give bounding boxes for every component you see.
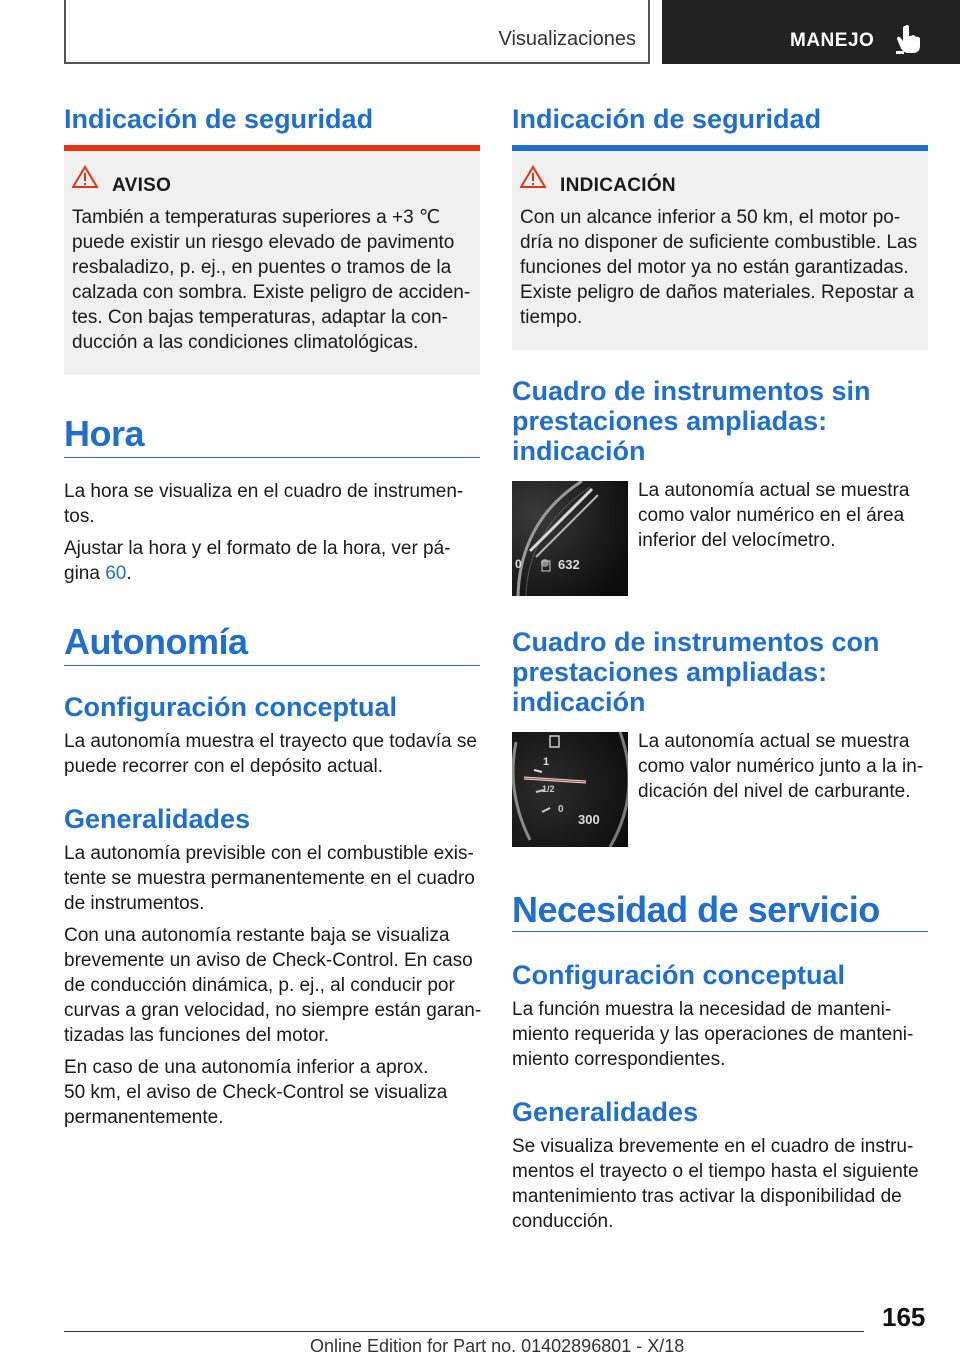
- hand-pointer-icon: [896, 24, 922, 54]
- text-line: 50 km, el aviso de Check-Control se visualiza: [64, 1082, 448, 1103]
- text-line: La autonomía actual se muestra: [638, 731, 910, 752]
- text-line: de conducción dinámica, p. ej., al conducir por: [64, 975, 455, 996]
- text-line: La autonomía muestra el trayecto que todavía se: [64, 731, 477, 752]
- footer-rule: [64, 1331, 864, 1332]
- warning-line: ducción a las condiciones climatológicas.: [72, 332, 419, 353]
- text-line: como valor numérico en el área: [638, 505, 905, 526]
- heading-line: Cuadro de instrumentos sin: [512, 376, 871, 406]
- hora-paragraph-1: [64, 479, 480, 529]
- notice-line: dría no disponer de suficiente combustible. Las: [520, 232, 918, 253]
- text-line: curvas a gran velocidad, no siempre están garan-: [64, 1000, 482, 1021]
- text-line: mantenimiento tras activar la disponibilidad de: [512, 1186, 902, 1207]
- range-readout: 300: [578, 812, 600, 827]
- text-line: permanentemente.: [64, 1107, 224, 1128]
- text-line: En caso de una autonomía inferior a aprox.: [64, 1057, 429, 1078]
- autonomia-general-p2: [64, 923, 484, 1048]
- warning-label: AVISO: [112, 175, 172, 196]
- gauge-empty-mark: 0: [558, 804, 564, 815]
- text-line: tizadas las funciones del motor.: [64, 1025, 330, 1046]
- warning-line: resbaladizo, p. ej., en puentes o tramos de la: [72, 257, 452, 278]
- fuel-gauge-graphic: [512, 732, 628, 847]
- text-line: Con una autonomía restante baja se visualiza: [64, 925, 450, 946]
- notice-line: Con un alcance inferior a 50 km, el motor po-: [520, 207, 901, 228]
- autonomia-general-p3: [64, 1055, 484, 1130]
- basic-cluster-heading: [512, 376, 871, 466]
- gauge-full-mark: 1: [543, 756, 550, 768]
- warning-line: puede existir un riesgo elevado de pavimento: [72, 232, 455, 253]
- heading-line: indicación: [512, 687, 646, 717]
- warning-text: [72, 205, 470, 355]
- text-line: dicación del nivel de carburante.: [638, 781, 911, 802]
- range-readout: 632: [558, 557, 580, 572]
- servicio-general-heading: Generalidades: [512, 1097, 699, 1127]
- text-line: Se visualiza brevemente en el cuadro de instru-: [512, 1136, 914, 1157]
- safety-heading-left: Indicación de seguridad: [64, 104, 374, 134]
- warning-line: calzada con sombra. Existe peligro de acciden-: [72, 282, 471, 303]
- hora-heading: Hora: [64, 413, 145, 454]
- header-section-box: [64, 0, 650, 64]
- notice-line: funciones del motor ya no están garantizadas.: [520, 257, 909, 278]
- heading-line: prestaciones ampliadas:: [512, 657, 828, 687]
- text-line: miento requerida y las operaciones de manteni-: [512, 1024, 914, 1045]
- notice-text: [520, 205, 917, 330]
- safety-heading-right: Indicación de seguridad: [512, 104, 822, 134]
- warning-line: También a temperaturas superiores a +3 ℃: [72, 207, 441, 228]
- header-section-title: Visualizaciones: [498, 28, 636, 50]
- header-chapter-label: MANEJO: [790, 30, 875, 51]
- extended-cluster-heading: [512, 627, 880, 717]
- footer-edition: Online Edition for Part no. 01402896801 - X/18: [310, 1336, 685, 1356]
- basic-cluster-text: [638, 478, 938, 553]
- text-line: [64, 561, 480, 586]
- text-line: La autonomía actual se muestra: [638, 480, 910, 501]
- text-line: La función muestra la necesidad de manteni-: [512, 999, 892, 1020]
- servicio-heading: Necesidad de servicio: [512, 889, 880, 930]
- text-line: inferior del velocímetro.: [638, 530, 836, 551]
- warning-triangle-icon: [72, 165, 98, 189]
- notice-box: [512, 145, 928, 350]
- heading-line: indicación: [512, 436, 646, 466]
- warning-bar: [64, 145, 480, 151]
- text-line: tente se muestra permanentemente en el cuadro: [64, 868, 475, 889]
- warning-box: [64, 145, 480, 375]
- text-line: La autonomía previsible con el combustible exis-: [64, 843, 474, 864]
- notice-label: INDICACIÓN: [560, 175, 676, 196]
- servicio-general-text: [512, 1134, 932, 1234]
- autonomia-general-heading: Generalidades: [64, 804, 251, 834]
- page-number: 165: [882, 1302, 926, 1332]
- notice-line: Existe peligro de daños materiales. Repostar a: [520, 282, 914, 303]
- heading-line: prestaciones ampliadas:: [512, 406, 828, 436]
- text-line: Ajustar la hora y el formato de la hora, ver pá-: [64, 538, 451, 559]
- page-ref-suffix: .: [126, 563, 132, 584]
- autonomia-heading: Autonomía: [64, 621, 248, 662]
- speedometer-zero: 0: [515, 557, 522, 571]
- servicio-concept-heading: Configuración conceptual: [512, 960, 846, 990]
- text-line: de instrumentos.: [64, 893, 205, 914]
- servicio-rule: [512, 931, 928, 932]
- speedometer-graphic: [512, 481, 628, 596]
- notice-line: tiempo.: [520, 307, 583, 328]
- hora-paragraph-2: [64, 536, 480, 586]
- text-line: conducción.: [512, 1211, 614, 1232]
- autonomia-rule: [64, 665, 480, 666]
- autonomia-concept-heading: Configuración conceptual: [64, 692, 398, 722]
- extended-cluster-image: [512, 732, 628, 847]
- servicio-concept-text: [512, 997, 932, 1072]
- text-line: mentos el trayecto o el tiempo hasta el siguiente: [512, 1161, 919, 1182]
- autonomia-general-p1: [64, 841, 484, 916]
- hora-rule: [64, 457, 480, 458]
- notice-bar: [512, 145, 928, 151]
- text-line: puede recorrer con el depósito actual.: [64, 756, 383, 777]
- page-link[interactable]: 60: [105, 563, 127, 584]
- text-line: tos.: [64, 506, 95, 527]
- basic-cluster-image: [512, 481, 628, 596]
- gauge-half-mark: 1/2: [542, 784, 555, 794]
- text-line: La hora se visualiza en el cuadro de instrumen-: [64, 481, 464, 502]
- autonomia-concept-text: [64, 729, 480, 779]
- warning-triangle-icon: [520, 165, 546, 189]
- extended-cluster-text: [638, 729, 938, 804]
- text-line: como valor numérico junto a la in-: [638, 756, 924, 777]
- page-ref-prefix: gina: [64, 563, 106, 584]
- warning-line: tes. Con bajas temperaturas, adaptar la con-: [72, 307, 448, 328]
- heading-line: Cuadro de instrumentos con: [512, 627, 880, 657]
- header-chapter-tab[interactable]: [662, 0, 960, 64]
- text-line: miento correspondientes.: [512, 1049, 726, 1070]
- text-line: brevemente un aviso de Check-Control. En caso: [64, 950, 473, 971]
